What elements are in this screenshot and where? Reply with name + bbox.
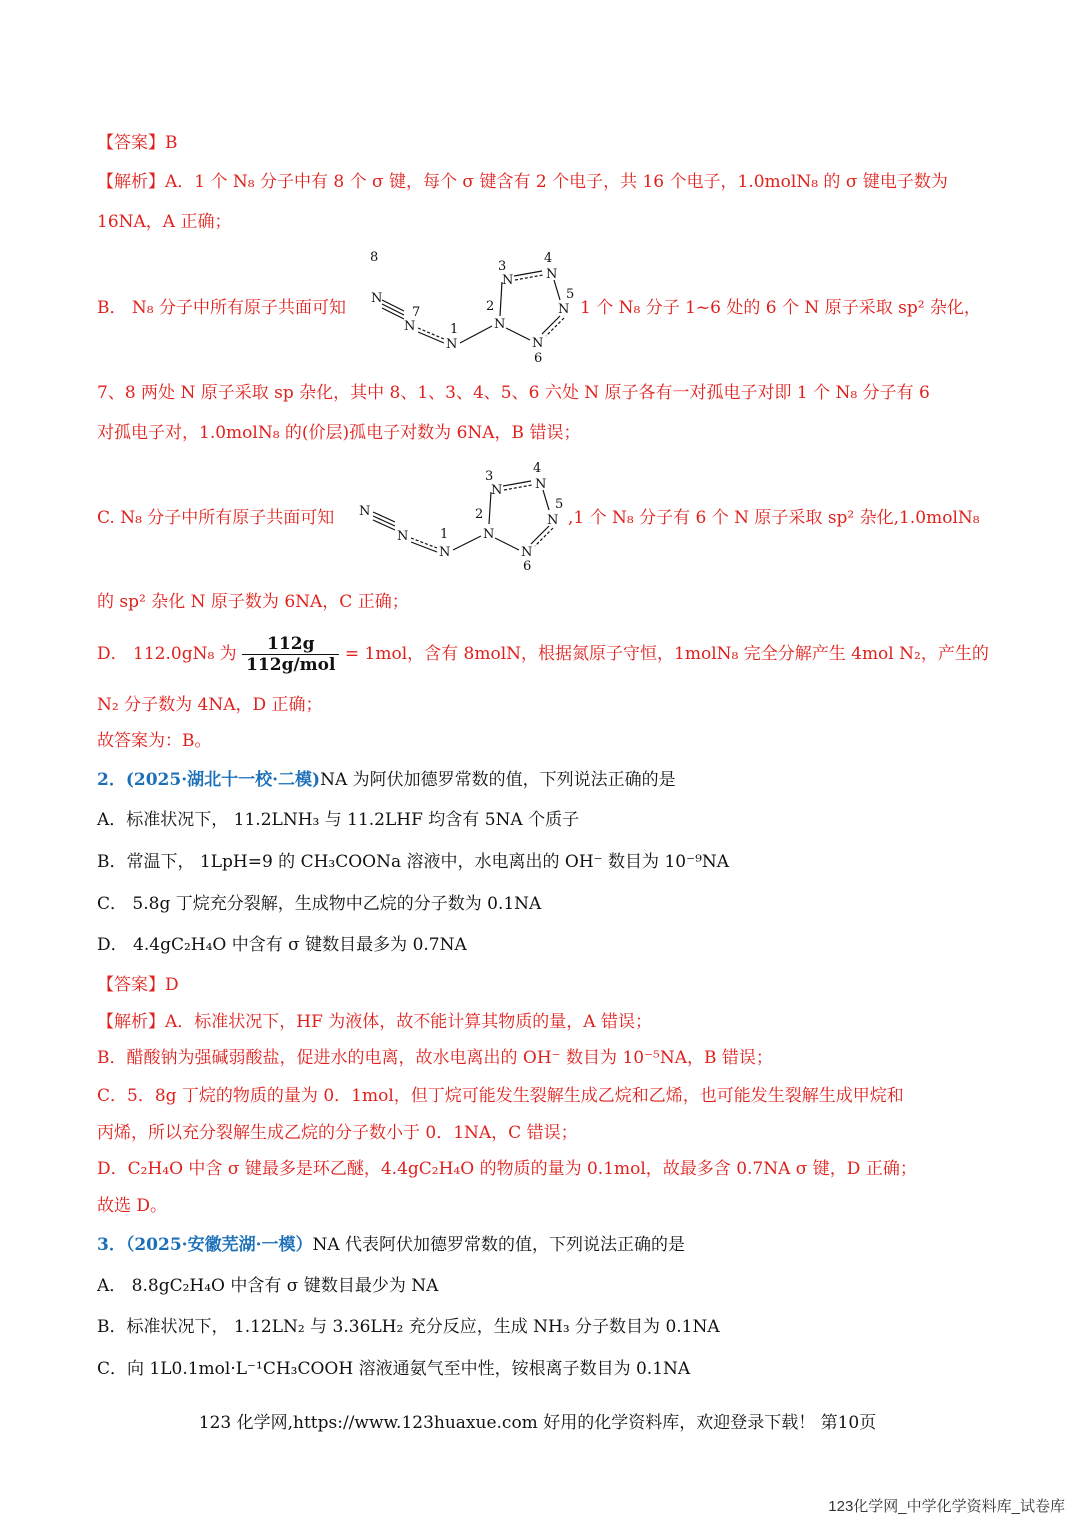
label-8: 8: [370, 250, 379, 265]
q2-stem: 2．(2025·湖北十一校·二模)NA 为阿伏加德罗常数的值，下列说法正确的是: [97, 770, 676, 790]
q2-conclusion: 故选 D。: [97, 1196, 168, 1216]
svg-text:N: N: [494, 317, 506, 332]
q3-option-c: C．向 1L0.1mol·L⁻¹CH₃COOH 溶液通氨气至中性，铵根离子数目为 0.1NA: [97, 1359, 691, 1379]
q1-exp-b-line3: 对孤电子对，1.0molN₈ 的(价层)孤电子对数为 6NA，B 错误；: [97, 423, 581, 443]
svg-text:N: N: [446, 337, 458, 352]
svg-text:N: N: [371, 291, 383, 306]
svg-text:N: N: [491, 483, 503, 498]
label-6: 6: [523, 559, 532, 574]
q1-exp-c-line2: 的 sp² 杂化 N 原子数为 6NA，C 正确；: [97, 592, 409, 612]
svg-text:N: N: [547, 513, 559, 528]
q2-option-c: C． 5.8g 丁烷充分裂解，生成物中乙烷的分子数为 0.1NA: [97, 894, 542, 914]
q2-option-d: D． 4.4gC₂H₄O 中含有 σ 键数目最多为 0.7NA: [97, 935, 467, 955]
q1-exp-a-line1: 【解析】A．1 个 N₈ 分子中有 8 个 σ 键，每个 σ 键含有 2 个电子，共 16 个电子，1.0molN₈ 的 σ 键电子数为: [97, 172, 948, 192]
q1-exp-d-line2: N₂ 分子数为 4NA，D 正确；: [97, 695, 323, 715]
q2-exp-c1: C．5．8g 丁烷的物质的量为 0．1mol，但丁烷可能发生裂解生成乙烷和乙烯，也可能发生裂解生成甲烷和: [97, 1086, 904, 1106]
svg-text:N: N: [535, 477, 547, 492]
label-2: 2: [486, 299, 495, 314]
label-2: 2: [475, 507, 484, 522]
q1-exp-a-line2: 16NA，A 正确；: [97, 212, 232, 232]
q1-conclusion: 故答案为：B。: [97, 731, 212, 751]
svg-text:N: N: [483, 527, 495, 542]
label-1: 1: [440, 527, 449, 542]
svg-text:N: N: [546, 267, 558, 282]
q2-option-b: B．常温下， 1LpH=9 的 CH₃COONa 溶液中，水电离出的 OH⁻ 数目为 10⁻⁹NA: [97, 852, 730, 872]
q1-exp-b-pre: B． N₈ 分子中所有原子共面可知: [97, 298, 346, 318]
n8-structure-diagram-1: [362, 248, 582, 366]
watermark: 123化学网_中学化学资料库_试卷库: [828, 1498, 1065, 1515]
svg-text:N: N: [502, 273, 514, 288]
svg-text:N: N: [558, 302, 570, 317]
label-6: 6: [534, 351, 543, 366]
q3-option-a: A． 8.8gC₂H₄O 中含有 σ 键数目最少为 NA: [97, 1276, 439, 1296]
svg-text:N: N: [404, 319, 416, 334]
q3-stem: 3．（2025·安徽芜湖·一模）NA 代表阿伏加德罗常数的值，下列说法正确的是: [97, 1235, 686, 1255]
label-3: 3: [485, 469, 494, 484]
q1-answer: 【答案】B: [97, 133, 178, 153]
label-1: 1: [450, 322, 459, 337]
q1-exp-d-line1: D． 112.0gN₈ 为 $\frac{112g}{\text{112g/mol}}$ = 1mol，含有 8molN，根据氮原子守恒，1molN₈ 完全分解产生 4mol N₂，产生的: [97, 634, 989, 675]
q3-option-b: B．标准状况下， 1.12LN₂ 与 3.36LH₂ 充分反应，生成 NH₃ 分子数目为 0.1NA: [97, 1317, 720, 1337]
label-4: 4: [533, 461, 542, 476]
q1-exp-b-line2: 7、8 两处 N 原子采取 sp 杂化，其中 8、1、3、4、5、6 六处 N 原子各有一对孤电子对即 1 个 N₈ 分子有 6: [97, 383, 930, 403]
label-3: 3: [498, 259, 507, 274]
q2-answer: 【答案】D: [97, 975, 179, 995]
svg-text:N: N: [439, 545, 451, 560]
q1-exp-b-post: 1 个 N₈ 分子 1~6 处的 6 个 N 原子采取 sp² 杂化，: [580, 298, 981, 318]
q2-option-a: A．标准状况下， 11.2LNH₃ 与 11.2LHF 均含有 5NA 个质子: [97, 810, 580, 830]
label-5: 5: [555, 497, 564, 512]
label-4: 4: [544, 251, 553, 266]
svg-text:N: N: [521, 545, 533, 560]
svg-text:N: N: [359, 504, 371, 519]
q2-exp-d: D．C₂H₄O 中含 σ 键最多是环乙醚，4.4gC₂H₄O 的物质的量为 0.1mol，故最多含 0.7NA σ 键，D 正确；: [97, 1159, 917, 1179]
label-7: 7: [412, 305, 421, 320]
q1-exp-c-post: ,1 个 N₈ 分子有 6 个 N 原子采取 sp² 杂化,1.0molN₈: [568, 508, 980, 528]
q2-exp-b: B．醋酸钠为强碱弱酸盐，促进水的电离，故水电离出的 OH⁻ 数目为 10⁻⁵NA，B 错误；: [97, 1048, 773, 1068]
svg-text:N: N: [532, 336, 544, 351]
label-5: 5: [566, 287, 575, 302]
fraction: $\frac{112g}{\text{112g/mol}}$: [242, 634, 339, 675]
svg-text:N: N: [397, 529, 409, 544]
n8-structure-diagram-2: [355, 460, 570, 575]
page-footer: 123 化学网,https://www.123huaxue.com 好用的化学资料库，欢迎登录下载！ 第10页: [198, 1413, 877, 1433]
q2-exp-a: 【解析】A．标准状况下，HF 为液体，故不能计算其物质的量，A 错误；: [97, 1012, 652, 1032]
q2-exp-c2: 丙烯，所以充分裂解生成乙烷的分子数小于 0．1NA，C 错误；: [97, 1123, 578, 1143]
q1-exp-c-pre: C. N₈ 分子中所有原子共面可知: [97, 508, 335, 528]
